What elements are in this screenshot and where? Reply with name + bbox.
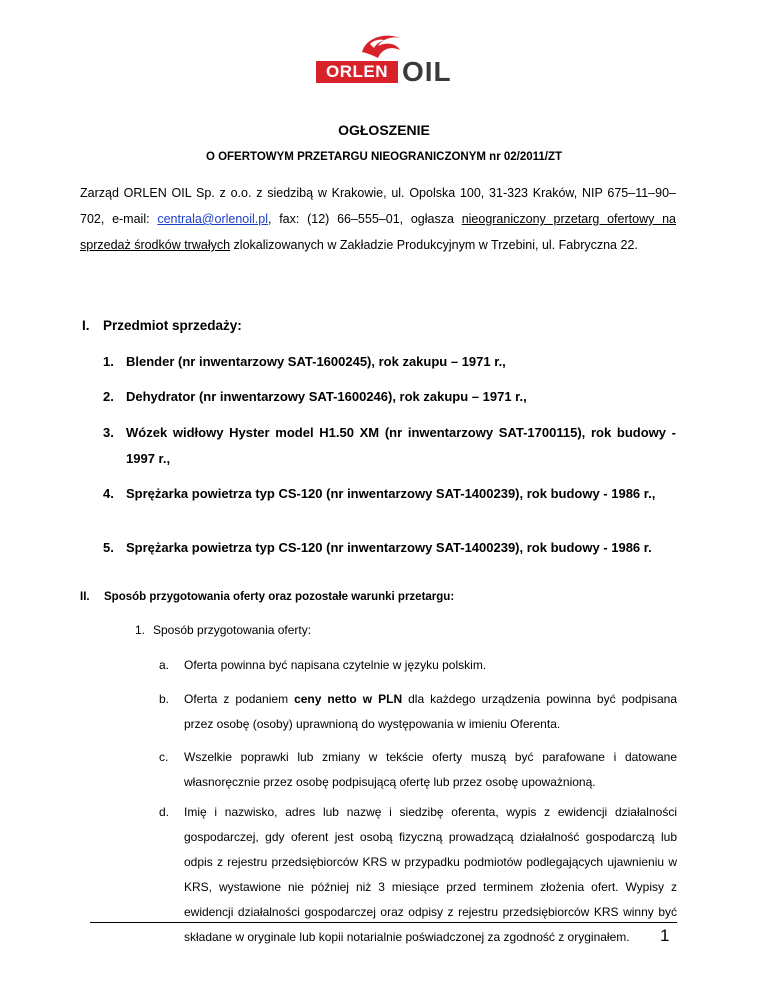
subsection-number: 1. (135, 623, 146, 637)
logo-orlen-text: ORLEN (316, 61, 398, 83)
intro-text-1: Zarząd ORLEN OIL Sp. z o.o. z siedzibą w Krakowie, ul. Opolska 100, 31-323 Kraków, NIP 675–11–90–702, e-mail: (80, 186, 676, 226)
list-item (103, 384, 676, 410)
point-b-bold: ceny netto w PLN (294, 692, 403, 706)
intro-paragraph (80, 180, 676, 258)
eagle-icon (356, 30, 406, 62)
list-item (103, 535, 676, 561)
list-item-number: 3. (103, 425, 114, 440)
list-item-number: 1. (103, 354, 114, 369)
section-2-title: Sposób przygotowania oferty oraz pozostałe warunki przetargu: (104, 591, 455, 603)
section-1-number: I. (82, 318, 90, 333)
list-item-text: Dehydrator (nr inwentarzowy SAT-1600246), rok zakupu – 1971 r., (126, 389, 527, 404)
point-text: Imię i nazwisko, adres lub nazwę i siedzibę oferenta, wypis z ewidencji działalności gospodarczej, gdy oferent jest osobą fizyczną prowadzącą działalność gospodarczą lub odpis z rejestru przedsiębiorców KRS w przypadku podmiotów podlegających ujawnieniu w KRS, wystawione nie później niż 3 miesiące przed terminem złożenia ofert. Wypisy z ewidencji działalności gospodarczej oraz odpisy z rejestru przedsiębiorców KRS winny być składane w oryginale lub kopii notarialnie poświadczonej za zgodność z oryginałem. (184, 805, 677, 944)
point-text: Wszelkie poprawki lub zmiany w tekście oferty muszą być parafowane i datowane własnoręcznie przez osobę podpisującą ofertę lub przez osobę upoważnioną. (184, 750, 677, 789)
point-letter: a. (159, 658, 170, 672)
section-1-title: Przedmiot sprzedaży: (103, 318, 242, 333)
section-1-heading (82, 318, 242, 333)
point-c (159, 745, 677, 795)
page-number: 1 (660, 926, 670, 945)
list-item-number: 4. (103, 486, 114, 501)
point-b-text-2: dla każdego urządzenia powinna być podpisana przez osobę (osoby) uprawnioną do występowania w imieniu Oferenta. (184, 692, 677, 731)
intro-underlined-text: nieograniczony przetarg ofertowy na sprzedaż środków trwałych (80, 212, 676, 252)
subsection-heading (135, 623, 311, 637)
list-item (103, 420, 676, 472)
point-b-text-1: Oferta z podaniem (184, 692, 295, 706)
footer-divider (90, 922, 677, 923)
email-link[interactable]: centrala@orlenoil.pl (157, 212, 268, 226)
point-b (159, 687, 677, 737)
page-subtitle: O OFERTOWYM PRZETARGU NIEOGRANICZONYM nr 02/2011/ZT (205, 151, 563, 163)
list-item-text: Wózek widłowy Hyster model H1.50 XM (nr inwentarzowy SAT-1700115), rok budowy - 1997 r., (126, 425, 676, 466)
list-item-number: 2. (103, 389, 114, 404)
point-d (159, 800, 677, 950)
section-2-number: II. (80, 591, 90, 603)
intro-text-3: zlokalizowanych w Zakładzie Produkcyjnym w Trzebini, ul. Fabryczna 22. (230, 238, 638, 252)
point-letter: d. (159, 805, 170, 819)
intro-text-2: , fax: (12) 66–555–01, ogłasza (268, 212, 462, 226)
logo-oil-text: OIL (402, 56, 452, 87)
list-item-text: Sprężarka powietrza typ CS-120 (nr inwentarzowy SAT-1400239), rok budowy - 1986 r. (126, 540, 652, 555)
page-title: OGŁOSZENIE (338, 122, 430, 138)
list-item-text: Blender (nr inwentarzowy SAT-1600245), rok zakupu – 1971 r., (126, 354, 506, 369)
point-letter: c. (159, 750, 169, 764)
subsection-title: Sposób przygotowania oferty: (153, 623, 312, 637)
orlen-oil-logo (316, 30, 466, 90)
list-item-number: 5. (103, 540, 114, 555)
point-a (159, 653, 677, 678)
point-text (184, 687, 677, 737)
list-item (103, 349, 676, 375)
point-text: Oferta powinna być napisana czytelnie w języku polskim. (184, 658, 487, 672)
section-2-heading (80, 591, 454, 603)
list-item-text: Sprężarka powietrza typ CS-120 (nr inwentarzowy SAT-1400239), rok budowy - 1986 r., (126, 486, 656, 501)
list-item (103, 481, 676, 507)
point-letter: b. (159, 692, 170, 706)
